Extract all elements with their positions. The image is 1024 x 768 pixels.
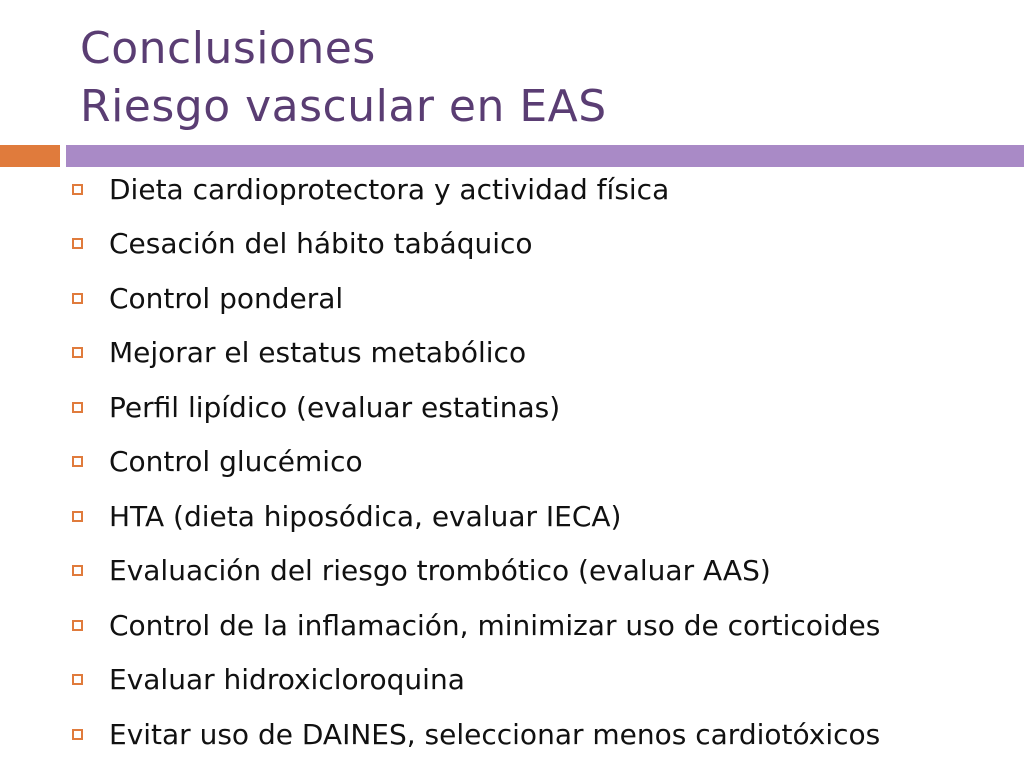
title-line-1: Conclusiones — [80, 23, 376, 74]
list-item — [72, 489, 1012, 544]
bullet-text: Control ponderal — [109, 281, 344, 315]
list-item — [72, 435, 1012, 490]
hollow-square-bullet-icon — [72, 729, 83, 740]
list-item — [72, 271, 1012, 326]
list-item — [72, 707, 1012, 762]
list-item — [72, 326, 1012, 381]
bullet-text: Perfil lipídico (evaluar estatinas) — [109, 390, 561, 424]
bullet-text: Evaluar hidroxicloroquina — [109, 663, 465, 697]
hollow-square-bullet-icon — [72, 293, 83, 304]
accent-bar-orange — [0, 145, 60, 167]
list-item — [72, 162, 1012, 217]
title-line-2: Riesgo vascular en EAS — [80, 81, 607, 132]
hollow-square-bullet-icon — [72, 620, 83, 631]
hollow-square-bullet-icon — [72, 511, 83, 522]
bullet-list — [72, 162, 1012, 762]
hollow-square-bullet-icon — [72, 347, 83, 358]
hollow-square-bullet-icon — [72, 674, 83, 685]
hollow-square-bullet-icon — [72, 456, 83, 467]
bullet-text: Control glucémico — [109, 445, 363, 479]
bullet-text: Cesación del hábito tabáquico — [109, 227, 533, 261]
bullet-text: Mejorar el estatus metabólico — [109, 336, 527, 370]
hollow-square-bullet-icon — [72, 238, 83, 249]
slide-title — [80, 20, 980, 136]
list-item — [72, 217, 1012, 272]
bullet-text: Evitar uso de DAINES, seleccionar menos cardiotóxicos — [109, 717, 881, 751]
bullet-text: Control de la inflamación, minimizar uso de corticoides — [109, 608, 881, 642]
list-item — [72, 598, 1012, 653]
hollow-square-bullet-icon — [72, 184, 83, 195]
list-item — [72, 380, 1012, 435]
bullet-text: HTA (dieta hiposódica, evaluar IECA) — [109, 499, 622, 533]
hollow-square-bullet-icon — [72, 402, 83, 413]
bullet-text: Evaluación del riesgo trombótico (evaluar AAS) — [109, 554, 771, 588]
hollow-square-bullet-icon — [72, 565, 83, 576]
list-item — [72, 544, 1012, 599]
bullet-text: Dieta cardioprotectora y actividad física — [109, 172, 670, 206]
list-item — [72, 653, 1012, 708]
